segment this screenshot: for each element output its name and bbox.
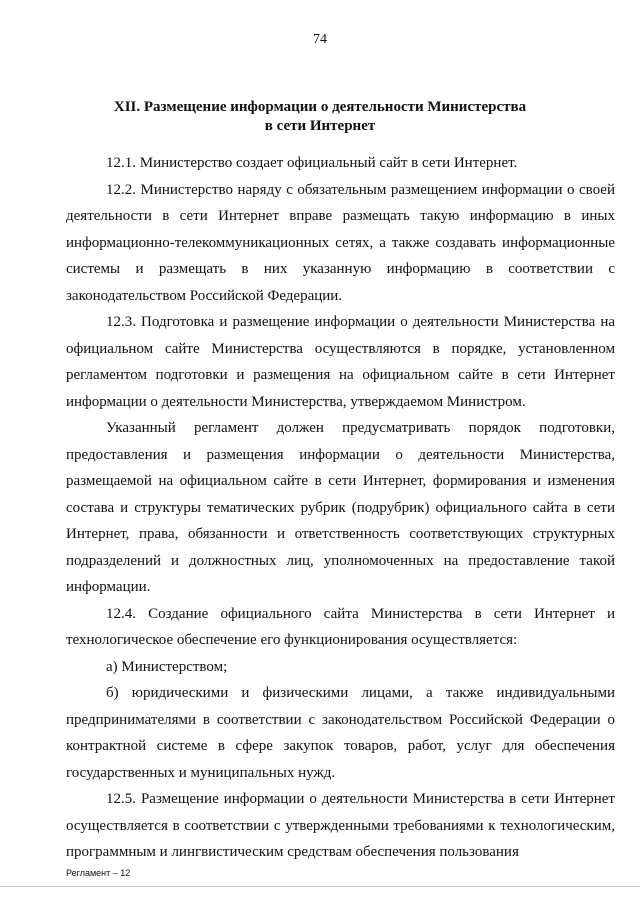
footer-label: Регламент – 12 — [66, 868, 131, 878]
list-item-a: а) Министерством; — [106, 658, 228, 675]
section-heading-line-2: в сети Интернет — [264, 118, 376, 134]
page-number: 74 — [313, 32, 327, 47]
paragraph-12-1: 12.1. Министерство создает официальный сайт в сети Интернет. — [106, 155, 518, 171]
paragraph-12-2: 12.2. Министерство наряду с обязательным размещением информации о своей деятельности в сети Интернет вправе размещать такую информацию в иных информационно-телекоммуникационных сетях, а также создавать информационные системы и размещать в них указанную информацию в соответствии с законодательством Российской Федерации. — [66, 181, 615, 304]
paragraph-regulation: Указанный регламент должен предусматривать порядок подготовки, предоставления и размещения информации о деятельности Министерства, размещаемой на официальном сайте в сети Интернет, формирования и изменения состава и структуры тематических рубрик (подрубрик) официального сайта в сети Интернет, права, обязанности и ответственность соответствующих структурных подразделений и должностных лиц, уполномоченных на предоставление такой информации. — [66, 420, 615, 595]
paragraph-12-4: 12.4. Создание официального сайта Министерства в сети Интернет и технологическое обеспечение его функционирования осуществляется: — [66, 605, 615, 648]
paragraph-12-3: 12.3. Подготовка и размещение информации о деятельности Министерства на официальном сайте Министерства осуществляются в порядке, установленном регламентом подготовки и размещения на официальном сайте в сети Интернет информации о деятельности Министерства, утверждаемом Министром. — [66, 314, 615, 410]
paragraph-12-5: 12.5. Размещение информации о деятельности Министерства в сети Интернет осуществляется в соответствии с утвержденными требованиями к технологическим, программным и лингвистическим средствам обеспечения пользования — [66, 791, 615, 860]
list-item-b: б) юридическими и физическими лицами, а также индивидуальными предпринимателями в соответствии с законодательством Российской Федерации о контрактной системе в сфере закупок товаров, работ, услуг для обеспечения государственных и муниципальных нужд. — [66, 685, 615, 781]
section-heading-line-1: XII. Размещение информации о деятельности Министерства — [113, 99, 527, 115]
footer-divider — [0, 886, 640, 887]
body-text — [66, 150, 615, 866]
section-heading — [0, 98, 640, 136]
